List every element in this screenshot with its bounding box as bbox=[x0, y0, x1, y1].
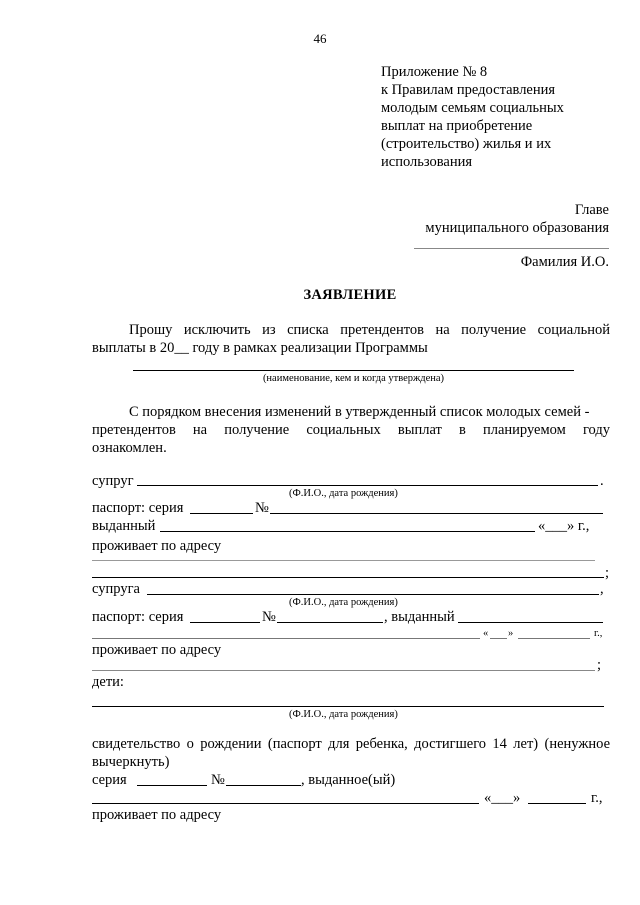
spouse-male-issued-by-field[interactable] bbox=[160, 531, 535, 532]
spouse-male-issue-date: «___» г., bbox=[538, 518, 590, 534]
request-line-2: выплаты в 20__ году в рамках реализации Программы bbox=[92, 340, 428, 356]
spouse-female-issued-by-field[interactable] bbox=[458, 622, 603, 623]
spouse-female-month-field[interactable] bbox=[518, 638, 590, 639]
word: претендентов bbox=[92, 422, 176, 438]
document-title: ЗАЯВЛЕНИЕ bbox=[303, 287, 397, 303]
spouse-male-issued-label: выданный bbox=[92, 518, 156, 534]
spouse-female-name-note: (Ф.И.О., дата рождения) bbox=[289, 597, 398, 608]
spouse-male-number-label: № bbox=[255, 500, 269, 516]
spouse-female-name-field[interactable] bbox=[147, 594, 599, 595]
appendix-line: к Правилам предоставления bbox=[381, 82, 556, 98]
children-name-field[interactable] bbox=[92, 706, 604, 707]
appendix-header bbox=[381, 63, 564, 171]
word: получение bbox=[224, 422, 290, 438]
program-name-line[interactable] bbox=[133, 370, 574, 371]
word: получение bbox=[461, 322, 527, 338]
spouse-female-label: супруга bbox=[92, 581, 140, 597]
word: из bbox=[262, 322, 276, 338]
spouse-male-name-field[interactable] bbox=[137, 485, 598, 486]
word: 14 bbox=[492, 736, 507, 752]
word: ребенка, bbox=[355, 736, 408, 752]
word: достигшего bbox=[414, 736, 487, 752]
children-series-label: серия bbox=[92, 772, 127, 788]
spouse-male-address-field-2[interactable] bbox=[92, 577, 604, 578]
birth-certificate-line-1 bbox=[92, 735, 610, 753]
spouse-male-label: супруг bbox=[92, 473, 134, 489]
children-issue-day: «___» bbox=[484, 790, 521, 806]
word: списка bbox=[287, 322, 329, 338]
word: году bbox=[582, 422, 610, 438]
page-number: 46 bbox=[313, 31, 327, 46]
spouse-female-year-suffix: г., bbox=[594, 628, 603, 639]
spouse-male-address-label: проживает по адресу bbox=[92, 538, 222, 554]
spouse-female-end: , bbox=[600, 581, 604, 597]
word: лет) bbox=[513, 736, 539, 752]
spouse-female-issued-label: , выданный bbox=[384, 609, 455, 625]
spouse-female-day-field[interactable] bbox=[490, 638, 507, 639]
addressee-title: Главе bbox=[574, 202, 609, 218]
spouse-male-end: . bbox=[600, 473, 604, 489]
children-year-suffix: г., bbox=[591, 790, 603, 806]
acknowledge-line-1: С порядком внесения изменений в утвержденный список молодых семей - bbox=[129, 404, 590, 420]
addressee-signature-line bbox=[414, 248, 609, 249]
word: о bbox=[186, 736, 194, 752]
spouse-female-passport-label: паспорт: серия bbox=[92, 609, 184, 625]
word: претендентов bbox=[340, 322, 424, 338]
children-number-field[interactable] bbox=[226, 785, 301, 786]
word: Прошу bbox=[129, 322, 173, 338]
appendix-line: Приложение № 8 bbox=[381, 64, 488, 80]
acknowledge-line-2 bbox=[92, 421, 610, 439]
spouse-female-number-label: № bbox=[262, 609, 276, 625]
program-name-note: (наименование, кем и когда утверждена) bbox=[262, 373, 445, 384]
children-series-field[interactable] bbox=[137, 785, 207, 786]
word: социальной bbox=[537, 322, 610, 338]
children-issued-label: , выданное(ый) bbox=[301, 772, 396, 788]
request-line-1 bbox=[129, 321, 610, 339]
spouse-male-address-field-1[interactable] bbox=[92, 560, 595, 561]
word: (ненужное bbox=[544, 736, 610, 752]
spouse-female-date-open: « bbox=[483, 628, 489, 639]
children-issued-by-field[interactable] bbox=[92, 803, 479, 804]
word: для bbox=[328, 736, 350, 752]
spouse-female-address-field[interactable] bbox=[92, 670, 595, 671]
appendix-line: использования bbox=[381, 154, 473, 170]
children-name-note: (Ф.И.О., дата рождения) bbox=[289, 709, 398, 720]
word: на bbox=[435, 322, 450, 338]
acknowledge-line-3: ознакомлен. bbox=[92, 440, 167, 456]
birth-certificate-line-2: вычеркнуть) bbox=[92, 754, 170, 770]
spouse-male-address-end: ; bbox=[605, 565, 610, 581]
spouse-male-passport-series-field[interactable] bbox=[190, 513, 253, 514]
spouse-female-address-end: ; bbox=[597, 657, 602, 673]
word: рождении bbox=[200, 736, 262, 752]
spouse-female-date-close: » bbox=[508, 628, 514, 639]
appendix-line: выплат на приобретение bbox=[381, 118, 533, 134]
spouse-male-passport-label: паспорт: серия bbox=[92, 500, 184, 516]
children-number-label: № bbox=[211, 772, 225, 788]
spouse-female-address-label: проживает по адресу bbox=[92, 642, 222, 658]
spouse-male-passport-number-field[interactable] bbox=[270, 513, 603, 514]
word: в bbox=[458, 422, 466, 438]
word: на bbox=[192, 422, 208, 438]
word: (паспорт bbox=[267, 736, 322, 752]
children-issue-month-field[interactable] bbox=[528, 803, 586, 804]
children-address-label: проживает по адресу bbox=[92, 807, 222, 823]
addressee-name: Фамилия И.О. bbox=[520, 254, 609, 270]
word: социальных bbox=[306, 422, 381, 438]
word: выплат bbox=[397, 422, 442, 438]
word: планируемом bbox=[482, 422, 566, 438]
appendix-line: молодым семьям социальных bbox=[381, 100, 564, 116]
word: исключить bbox=[183, 322, 251, 338]
appendix-line: (строительство) жилья и их bbox=[381, 136, 552, 152]
spouse-female-issued-by-field-2[interactable] bbox=[92, 638, 480, 639]
children-label: дети: bbox=[92, 674, 124, 690]
spouse-male-name-note: (Ф.И.О., дата рождения) bbox=[289, 488, 398, 499]
spouse-female-passport-number-field[interactable] bbox=[277, 622, 383, 623]
addressee-organization: муниципального образования bbox=[425, 220, 609, 236]
word: свидетельство bbox=[92, 736, 181, 752]
spouse-female-passport-series-field[interactable] bbox=[190, 622, 260, 623]
